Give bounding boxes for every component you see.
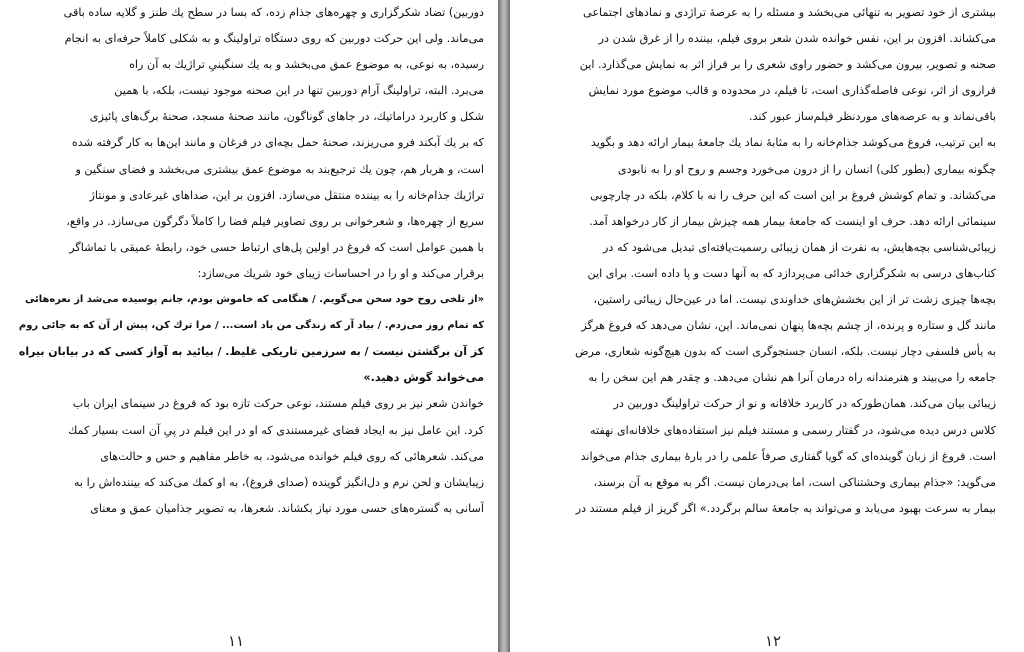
right-page-body bbox=[552, 0, 996, 522]
text-line: سریع از چهره‌ها، و شعرخوانی بر روی تصاویر فیلم فضا را کاملاً دگرگون می‌سازد. در واقع، bbox=[66, 214, 484, 228]
text-line: کتاب‌های درسی به شکرگزاری خدائی می‌پردازد که به آنها دست و پا داده است. برای این bbox=[587, 266, 996, 280]
text-line: تراژیك جذام‌خانه را به بیننده منتقل می‌سازد. افزون بر این، صداهای غیرعادی و مونتاژ bbox=[89, 188, 484, 202]
text-line: باقی‌نماند و به عرصه‌های موردنظر فیلم‌ساز عبور کند. bbox=[748, 110, 996, 124]
book-gutter bbox=[498, 0, 510, 652]
text-line: که بر یك آبکند فرو می‌ریزند، صحنهٔ حمل بچه‌ای در فرغان و مانند این‌ها به کار گرفته شده bbox=[71, 136, 484, 150]
text-line: زیبائی‌شناسی بچه‌هایش، به نفرت از همان زیبائی رسمیت‌یافته‌ای تبدیل می‌شود که در bbox=[603, 240, 996, 254]
text-line: است. فروغ از زبان گوینده‌ای که گویا گفتاری صرفاً علمی را در بارهٔ بیماری جذام می‌خواند bbox=[580, 449, 996, 463]
text-line: فراروی از اثر، نوعی فاصله‌گذاری است، تا فیلم، در محدوده و قالب موضوع مورد نمایش bbox=[588, 84, 996, 98]
text-line: می‌ماند. ولی این حرکت دوربین که روی دستگاه تراولینگ و به شکلی کاملاً حرفه‌ای به انجام bbox=[64, 32, 484, 46]
left-page-body bbox=[18, 0, 484, 522]
text-line: زیبائی بیان می‌کند. همان‌طورکه در کاربرد خلاقانه و نو از حرکت تراولینگ دوربین در bbox=[613, 397, 996, 411]
text-line: بچه‌ها چیزی زشت تر از این بخشش‌های خداوندی نیست. اما در عین‌حال زیبائی راستین، bbox=[593, 293, 996, 307]
text-line: برقرار می‌کند و او را در احساسات زیبای خود شریك می‌سازد: bbox=[197, 266, 484, 280]
text-line: زیبایشان و لحن نرم و دل‌انگیز گوینده (صدای فروغ)، به او کمك می‌کند که بیننده‌اش را به bbox=[73, 475, 484, 489]
text-line: است، و هربار هم، چون یك ترجیع‌بند به موضوع عمق بیشتری می‌بخشد و فضای سنگین و bbox=[75, 162, 484, 176]
poem-line: کز آن برگشتن نیست / به سرزمین تاریکی غلیظ. / بیائید به آواز کسی که در بیابان بیراه bbox=[18, 345, 484, 359]
text-line: کرد. این عامل نیز به ایجاد فضای غیرمستندی که او در این فیلم در پیِ آن است بسیار کمك bbox=[68, 423, 484, 437]
text-line: بیشتری از خود تصویر به تنهائی می‌بخشد و مسئله را به عرصهٔ تراژدی و نمادهای اجتماعی bbox=[583, 6, 996, 19]
poem-line: می‌خواند گوش دهید.» bbox=[363, 371, 484, 385]
text-line: صحنه و تصویر، بیرون می‌کشد و حضور راوی شعری را بر فراز اثر به نمایش می‌گذارد. این bbox=[579, 58, 996, 72]
text-line: آسانی به گستره‌های حسی مورد نیاز بکشاند. شعرها، به تصویر جذامیان عمق و معنای bbox=[90, 501, 484, 515]
left-page bbox=[0, 0, 498, 652]
text-line: به این ترتیب، فروغ می‌کوشد جذام‌خانه را به مثابهٔ نماد یك جامعهٔ بیمار ارائه دهد و بگوید bbox=[590, 136, 996, 150]
text-line: جامعه را می‌بیند و هنرمندانه راه درمان آنرا هم نشان می‌دهد. و چقدر هم این سخن را به bbox=[588, 371, 996, 385]
page-number: ۱۲ bbox=[765, 632, 782, 650]
text-line: بیمار به سرعت بهبود می‌یابد و می‌تواند به جامعهٔ سالم برگردد.» اگر گریز از فیلم مستند در bbox=[575, 501, 996, 515]
text-line: شکل و کاربرد دراماتیك، در جاهای گوناگون، مانند صحنهٔ مسجد، صحنهٔ برگ‌های پائیزی bbox=[89, 110, 484, 124]
poem-line: «از تلخی روح خود سخن می‌گویم. / هنگامی که خاموش بودم، جانم پوسیده می‌شد از نعره‌هائی bbox=[24, 294, 484, 306]
poem-line: که تمام روز می‌زدم. / بیاد آر که زندگی من باد است... / مرا ترك کن، پیش از آن که به جائی روم bbox=[18, 320, 484, 332]
text-line: خواندن شعر نیز بر روی فیلم مستند، نوعی حرکت تازه بود که فروغ در سینمای ایران باب bbox=[72, 397, 484, 411]
text-line: سینمائی ارائه دهد. حرف او اینست که جامعهٔ بیمار همه چیزش بیمار از کار درخواهد آمد. bbox=[589, 214, 996, 228]
text-line: به یأس فلسفی دچار نیست. بلکه، انسان جستجوگری است که بدون هیچ‌گونه شعاری، مرض bbox=[575, 345, 996, 359]
right-page bbox=[510, 0, 1024, 652]
text-line: می‌کشاند. و تمام کوشش فروغ بر این است که این حرف را نه با کلام، بلکه در چارچوبی bbox=[590, 188, 996, 202]
page-number: ۱۱ bbox=[228, 632, 245, 650]
text-line: می‌کشاند. افزون بر این، نفس خوانده شدن شعر بروی فیلم، بیننده را از غرق شدن در bbox=[598, 32, 996, 46]
text-line: کلاس درس دیده می‌شود، در گفتار رسمی و مستند فیلم نیز استفاده‌های خلاقانه‌ای نهفته bbox=[590, 423, 996, 437]
text-line: می‌گوید: «جذام بیماری وحشتناکی است، اما بی‌درمان نیست. اگر به موقع به آن برسند، bbox=[593, 475, 996, 489]
text-line: چگونه بیماری (بطور کلی) انسان را از درون می‌خورد وجسم و روح او را به نابودی bbox=[617, 162, 996, 176]
text-line: با همین عوامل است که فروغ در اولین پل‌های ارتباط حسی خود، رابطهٔ عمیقی با تماشاگر bbox=[69, 240, 484, 254]
text-line: می‌کند. شعرهائی که روی فیلم خوانده می‌شود، به خاطر مفاهیم و حس و حالت‌های bbox=[100, 449, 484, 463]
text-line: رسیده، به نوعی، به موضوع عمق می‌بخشد و به یك سنگینیِ تراژیك به آن راه bbox=[129, 58, 484, 72]
text-line: می‌برد. البته، تراولینگ آرام دوربین تنها در این صحنه موجود نیست، بلکه، با همین bbox=[114, 84, 484, 98]
text-line: مانند گل و ستاره و پرنده، از چشم بچه‌ها پنهان نمی‌ماند. این، نشان می‌دهد که فروغ هرگز bbox=[581, 319, 996, 333]
text-line: دوربین) تضاد شکرگزاری و چهره‌های جذام زده، که بسا در سطح یك طنز و گلایه ساده باقی bbox=[63, 6, 484, 19]
